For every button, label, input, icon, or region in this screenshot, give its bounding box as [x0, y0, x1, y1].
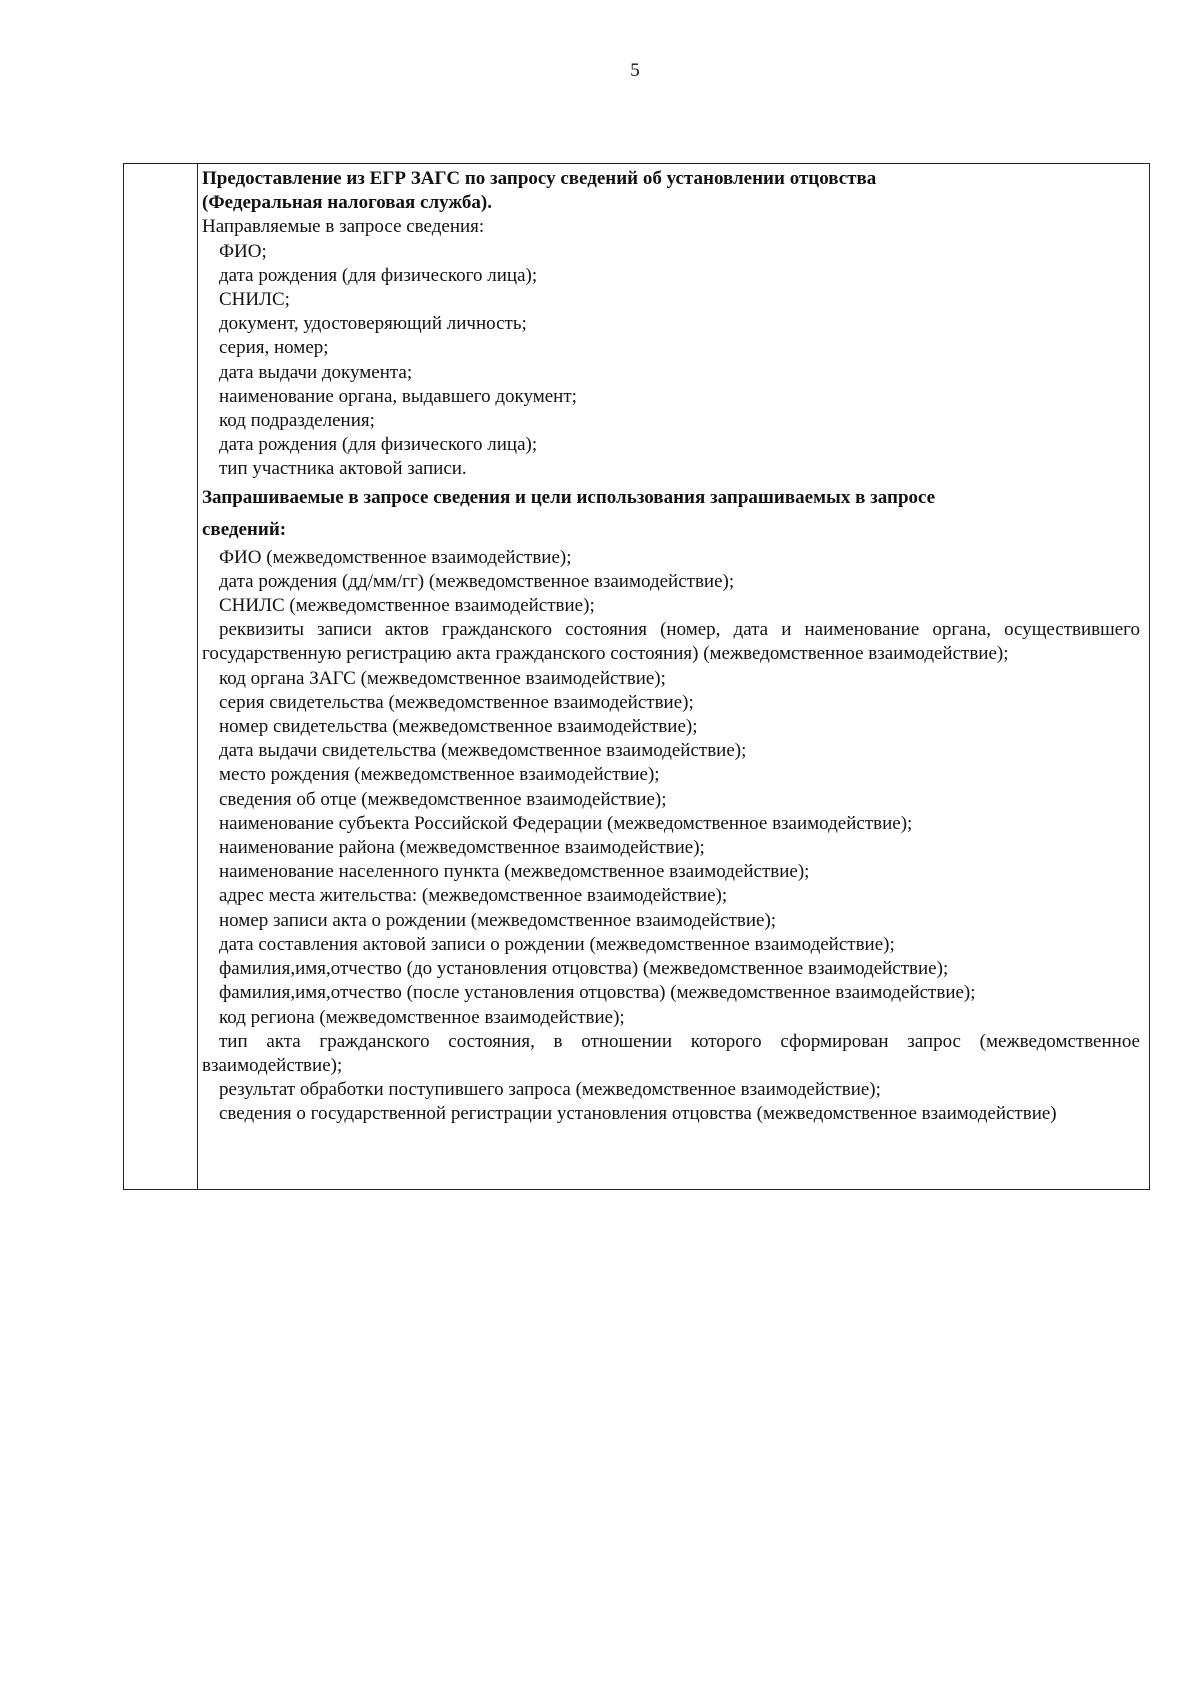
list-item: результат обработки поступившего запроса (межведомственное взаимодействие);	[219, 1079, 881, 1101]
list-item: дата рождения (для физического лица);	[219, 434, 538, 456]
table-left-cell	[124, 164, 198, 1189]
list-item: тип участника актовой записи.	[219, 458, 467, 480]
page-number: 5	[630, 60, 640, 81]
list-item: сведения об отце (межведомственное взаимодействие);	[219, 788, 667, 810]
sent-fields-label: Направляемые в запросе сведения:	[202, 216, 485, 238]
list-item: дата рождения (для физического лица);	[219, 264, 538, 286]
list-item: дата выдачи свидетельства (межведомственное взаимодействие);	[219, 740, 747, 762]
list-item: место рождения (межведомственное взаимодействие);	[219, 764, 660, 786]
list-item: СНИЛС;	[219, 289, 290, 311]
list-item: код подразделения;	[219, 410, 375, 432]
section-title-line2: (Федеральная налоговая служба).	[202, 192, 492, 214]
list-item: адрес места жительства: (межведомственное взаимодействие);	[219, 885, 728, 907]
requested-fields-title-line2: сведений:	[202, 518, 287, 540]
list-item: дата выдачи документа;	[219, 361, 413, 383]
list-item: ФИО (межведомственное взаимодействие);	[219, 546, 572, 568]
list-item: ФИО;	[219, 240, 267, 262]
list-item: наименование района (межведомственное взаимодействие);	[219, 837, 705, 859]
list-item: код органа ЗАГС (межведомственное взаимодействие);	[219, 667, 666, 689]
requested-fields-list	[202, 546, 1140, 1127]
list-item: дата рождения (дд/мм/гг) (межведомственное взаимодействие);	[219, 570, 735, 592]
section-title-line1: Предоставление из ЕГР ЗАГС по запросу сведений об установлении отцовства	[202, 168, 877, 189]
list-item: наименование органа, выдавшего документ;	[219, 385, 577, 407]
list-item: серия свидетельства (межведомственное взаимодействие);	[219, 691, 694, 713]
list-item: фамилия,имя,отчество (после установления отцовства) (межведомственное взаимодействие);	[219, 982, 976, 1004]
list-item: серия, номер;	[219, 337, 329, 359]
list-item: дата составления актовой записи о рождении (межведомственное взаимодействие);	[219, 933, 895, 955]
list-item: код региона (межведомственное взаимодействие);	[219, 1006, 625, 1028]
list-item: фамилия,имя,отчество (до установления отцовства) (межведомственное взаимодействие);	[219, 958, 949, 980]
list-item: сведения о государственной регистрации установления отцовства (межведомственное взаимодействие)	[219, 1103, 1057, 1125]
requested-fields-title-line1: Запрашиваемые в запросе сведения и цели использования запрашиваемых в запросе	[202, 486, 936, 508]
list-item: номер свидетельства (межведомственное взаимодействие);	[219, 716, 698, 738]
list-item: номер записи акта о рождении (межведомственное взаимодействие);	[219, 909, 777, 931]
list-item: наименование субъекта Российской Федерации (межведомственное взаимодействие);	[219, 812, 913, 834]
list-item: реквизиты записи актов гражданского состояния (номер, дата и наименование органа, осуществившего государственную регистрацию акта гражданского состояния) (межведомственное взаимодействие);	[202, 619, 1140, 665]
list-item: наименование населенного пункта (межведомственное взаимодействие);	[219, 861, 810, 883]
table-content-cell	[202, 167, 1140, 1127]
sent-fields-list	[202, 240, 1140, 482]
list-item: тип акта гражданского состояния, в отношении которого сформирован запрос (межведомственное взаимодействие);	[202, 1030, 1140, 1076]
list-item: документ, удостоверяющий личность;	[219, 313, 527, 335]
list-item: СНИЛС (межведомственное взаимодействие);	[219, 595, 595, 617]
info-table	[123, 163, 1150, 1190]
